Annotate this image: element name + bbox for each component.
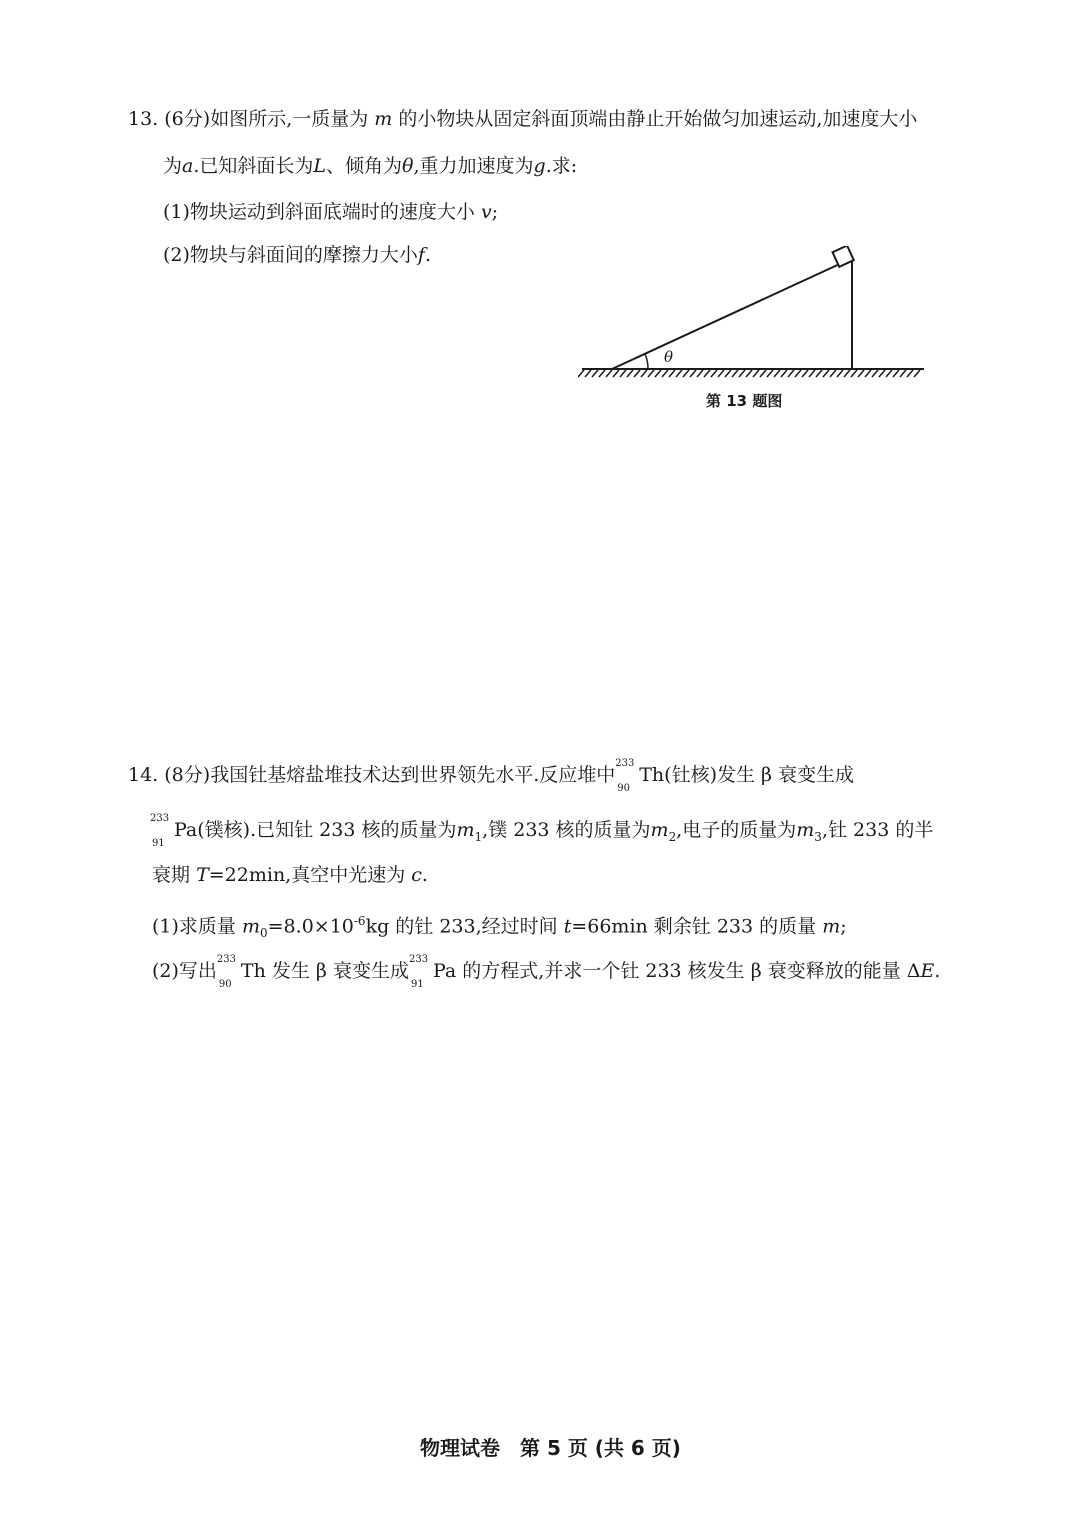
nuclide-th bbox=[216, 954, 241, 990]
hatch-stroke bbox=[795, 370, 801, 377]
hatch-stroke bbox=[599, 370, 605, 377]
atomic-number: 90 bbox=[218, 979, 232, 990]
angle-label: θ bbox=[664, 348, 674, 366]
text: =66min 剩余钍 233 的质量 bbox=[571, 915, 817, 938]
atomic-number: 91 bbox=[152, 838, 165, 849]
q14-part-1 bbox=[152, 908, 847, 946]
text: =8.0×10 bbox=[267, 915, 354, 938]
var-m3: m bbox=[796, 819, 815, 841]
hatch-stroke bbox=[900, 370, 906, 377]
hatch-stroke bbox=[760, 370, 766, 377]
element-symbol: Pa bbox=[432, 960, 457, 982]
figure-caption: 第 13 题图 bbox=[706, 392, 783, 410]
text: ,镤 233 核的质量为 bbox=[482, 819, 651, 841]
hatch-stroke bbox=[655, 370, 661, 377]
nuclide-pa bbox=[150, 813, 174, 849]
text: (2)物块与斜面间的摩擦力大小 bbox=[163, 244, 418, 266]
text: 如图所示,一质量为 bbox=[210, 108, 369, 130]
hatch-stroke bbox=[725, 370, 731, 377]
hatch-stroke bbox=[788, 370, 794, 377]
mass-number: 233 bbox=[408, 954, 429, 965]
element-symbol: Th bbox=[240, 960, 266, 982]
subscript: 0 bbox=[260, 926, 268, 941]
text: 我国钍基熔盐堆技术达到世界领先水平.反应堆中 bbox=[210, 764, 616, 786]
var-g: g bbox=[533, 155, 546, 177]
var-m: m bbox=[822, 915, 841, 938]
q14-line-1 bbox=[128, 758, 855, 794]
var-t: t bbox=[563, 915, 572, 938]
var-v: v bbox=[480, 201, 492, 223]
hatch-stroke bbox=[823, 370, 829, 377]
hatch-stroke bbox=[767, 370, 773, 377]
text: ; bbox=[491, 201, 499, 223]
hatch-stroke bbox=[844, 370, 850, 377]
hatch-stroke bbox=[816, 370, 822, 377]
hatch-stroke bbox=[774, 370, 780, 377]
mass-number: 233 bbox=[216, 954, 237, 965]
hatch-stroke bbox=[739, 370, 745, 377]
hatch-stroke bbox=[753, 370, 759, 377]
nuclide-th bbox=[615, 758, 639, 794]
text: . bbox=[421, 864, 428, 886]
text: . bbox=[934, 960, 941, 982]
hatch-stroke bbox=[697, 370, 703, 377]
q14-part-2 bbox=[152, 954, 941, 990]
element-symbol: Pa bbox=[174, 819, 198, 841]
hatch-stroke bbox=[578, 370, 584, 377]
text: 的方程式,并求一个钍 233 核发生 β 衰变释放的能量 Δ bbox=[462, 960, 921, 982]
var-m0: m bbox=[241, 915, 260, 938]
hatch-stroke bbox=[641, 370, 647, 377]
hatch-stroke bbox=[893, 370, 899, 377]
var-L: L bbox=[313, 155, 327, 177]
hatch-stroke bbox=[648, 370, 654, 377]
question-number: 13. bbox=[128, 108, 159, 130]
hatch-stroke bbox=[858, 370, 864, 377]
subscript: 3 bbox=[814, 829, 822, 844]
atomic-number: 90 bbox=[617, 783, 630, 794]
hatch-stroke bbox=[704, 370, 710, 377]
var-m1: m bbox=[456, 819, 475, 841]
hatch-stroke bbox=[669, 370, 675, 377]
q13-part-1 bbox=[163, 199, 498, 225]
hatch-stroke bbox=[907, 370, 913, 377]
angle-arc bbox=[645, 354, 648, 369]
hatch-stroke bbox=[683, 370, 689, 377]
hatch-stroke bbox=[781, 370, 787, 377]
text: (1)求质量 bbox=[152, 915, 236, 938]
var-f: f bbox=[417, 244, 425, 266]
hatch-stroke bbox=[802, 370, 808, 377]
text: .求: bbox=[545, 155, 578, 177]
hatch-stroke bbox=[585, 370, 591, 377]
q13-line-1 bbox=[128, 106, 917, 132]
hatch-stroke bbox=[592, 370, 598, 377]
text: 衰期 bbox=[152, 864, 191, 886]
question-points: (6分) bbox=[164, 108, 211, 130]
var-T: T bbox=[196, 864, 209, 886]
text: 、倾角为 bbox=[326, 155, 403, 177]
q14-line-3 bbox=[152, 862, 428, 888]
hatch-stroke bbox=[662, 370, 668, 377]
exponent: -6 bbox=[353, 914, 366, 928]
hatch-stroke bbox=[879, 370, 885, 377]
incline-slope bbox=[612, 262, 844, 369]
hatch-stroke bbox=[606, 370, 612, 377]
hatch-stroke bbox=[830, 370, 836, 377]
ground-hatching bbox=[578, 369, 924, 377]
hatch-stroke bbox=[809, 370, 815, 377]
atomic-number: 91 bbox=[410, 979, 424, 990]
var-m2: m bbox=[650, 819, 669, 841]
question-points: (8分) bbox=[164, 764, 211, 786]
text: . bbox=[424, 244, 432, 266]
text: (1)物块运动到斜面底端时的速度大小 bbox=[163, 201, 475, 223]
text: .已知斜面长为 bbox=[193, 155, 314, 177]
var-theta: θ bbox=[402, 155, 414, 177]
q14-line-2 bbox=[150, 813, 934, 850]
text: ,钍 233 的半 bbox=[821, 819, 934, 841]
block bbox=[833, 246, 854, 267]
hatch-stroke bbox=[865, 370, 871, 377]
hatch-stroke bbox=[837, 370, 843, 377]
question-number: 14. bbox=[128, 764, 159, 786]
element-symbol: Th bbox=[639, 764, 665, 786]
mass-number: 233 bbox=[615, 758, 635, 769]
subscript: 1 bbox=[474, 829, 483, 844]
page-footer: 物理试卷 第 5 页 (共 6 页) bbox=[420, 1436, 681, 1460]
hatch-stroke bbox=[732, 370, 738, 377]
hatch-stroke bbox=[676, 370, 682, 377]
text: 发生 β 衰变生成 bbox=[271, 960, 409, 982]
hatch-stroke bbox=[690, 370, 696, 377]
q13-part-2 bbox=[163, 242, 431, 268]
text: ,电子的质量为 bbox=[676, 819, 797, 841]
text: kg 的钍 233,经过时间 bbox=[365, 915, 558, 938]
text: ; bbox=[840, 915, 847, 938]
hatch-stroke bbox=[718, 370, 724, 377]
var-a: a bbox=[182, 155, 194, 177]
incline-figure bbox=[578, 246, 928, 386]
text: =22min,真空中光速为 bbox=[208, 864, 406, 886]
hatch-stroke bbox=[613, 370, 619, 377]
subscript: 2 bbox=[668, 829, 677, 844]
text: 的小物块从固定斜面顶端由静止开始做匀加速运动,加速度大小 bbox=[398, 108, 918, 130]
hatch-stroke bbox=[872, 370, 878, 377]
text: (钍核)发生 β 衰变生成 bbox=[664, 764, 855, 786]
hatch-stroke bbox=[914, 370, 920, 377]
var-c: c bbox=[411, 864, 422, 886]
text: (2)写出 bbox=[152, 960, 217, 982]
hatch-stroke bbox=[620, 370, 626, 377]
var-m: m bbox=[374, 108, 393, 130]
hatch-stroke bbox=[886, 370, 892, 377]
hatch-stroke bbox=[746, 370, 752, 377]
nuclide-pa bbox=[408, 954, 433, 990]
mass-number: 233 bbox=[150, 813, 170, 824]
hatch-stroke bbox=[634, 370, 640, 377]
text: (镤核).已知钍 233 核的质量为 bbox=[197, 819, 457, 841]
hatch-stroke bbox=[711, 370, 717, 377]
hatch-stroke bbox=[627, 370, 633, 377]
hatch-stroke bbox=[851, 370, 857, 377]
var-E: E bbox=[920, 960, 935, 982]
text: ,重力加速度为 bbox=[413, 155, 534, 177]
q13-line-2 bbox=[163, 153, 577, 179]
text: 为 bbox=[163, 155, 183, 177]
